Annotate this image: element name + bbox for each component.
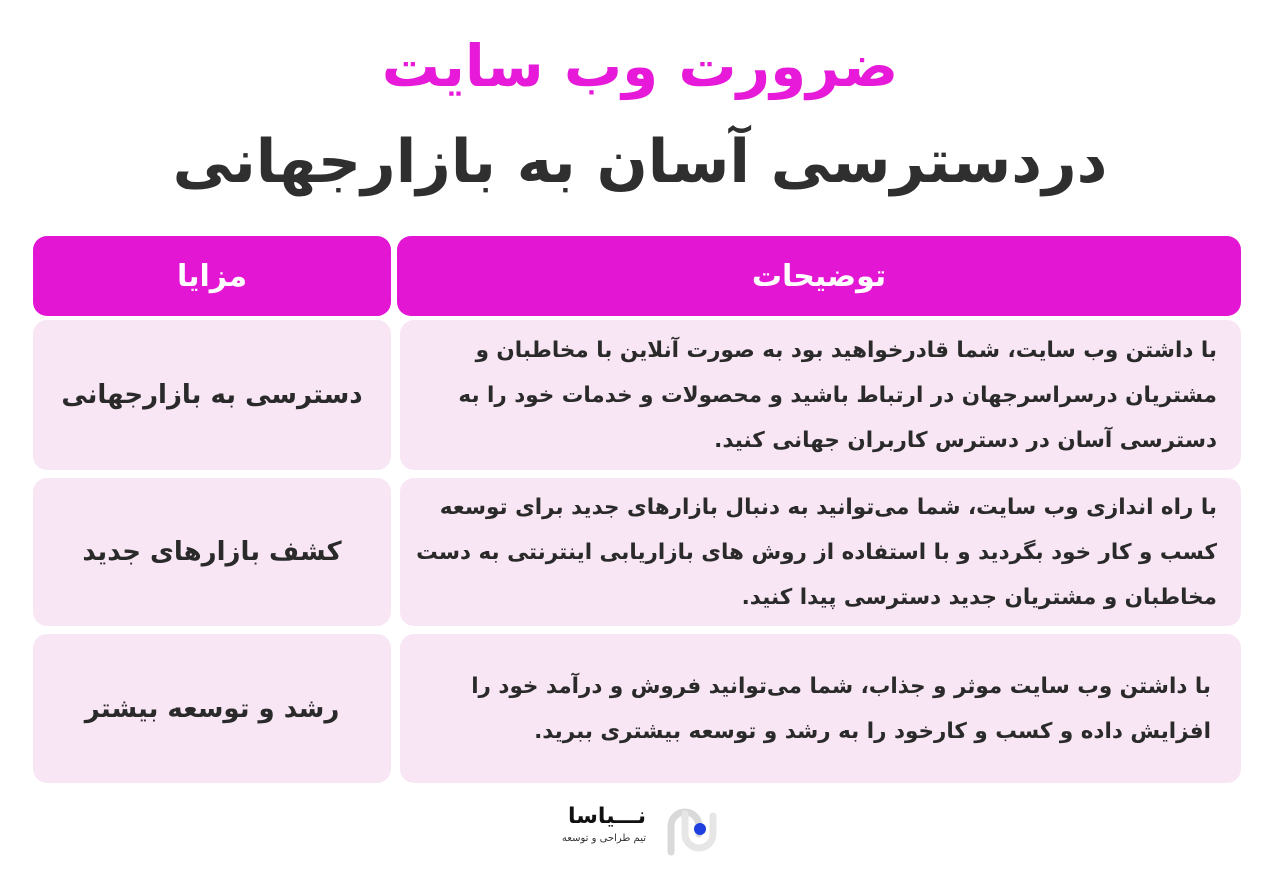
table-row-3-advantage: رشد و توسعه بیشتر	[33, 634, 391, 783]
logo-tagline: تیم طراحی و توسعه	[561, 833, 646, 844]
niasa-logo-icon	[663, 804, 721, 856]
table-row-3-description: با داشتن وب سایت موثر و جذاب، شما می‌توانید فروش و درآمد خود را افزایش داده و کسب و کارخود را به رشد و توسعه بیشتری ببرید.	[400, 634, 1241, 783]
header-advantages: مزایا	[33, 236, 391, 316]
header-description: توضیحات	[397, 236, 1241, 316]
page-title: ضرورت وب سایت	[381, 32, 899, 100]
table-row-2-description: با راه اندازی وب سایت، شما می‌توانید به دنبال بازارهای جدید برای توسعه کسب و کار خود بگردید و با استفاده از روش های بازاریابی اینترنتی به دست مخاطبان و مشتریان جدید دسترسی پیدا کنید.	[400, 478, 1241, 626]
brand-logo	[560, 802, 730, 858]
table-row-1-advantage: دسترسی به بازارجهانی	[33, 320, 391, 470]
table-row-2-advantage: کشف بازارهای جدید	[33, 478, 391, 626]
page-subtitle: دردسترسی آسان به بازارجهانی	[172, 127, 1108, 197]
logo-wordmark: نـــیاسا	[568, 804, 646, 829]
table-row-1-description: با داشتن وب سایت، شما قادرخواهید بود به صورت آنلاین با مخاطبان و مشتریان درسراسرجهان در ارتباط باشید و محصولات و خدمات خود را به دسترسی آسان در دسترس کاربران جهانی کنید.	[400, 320, 1241, 470]
